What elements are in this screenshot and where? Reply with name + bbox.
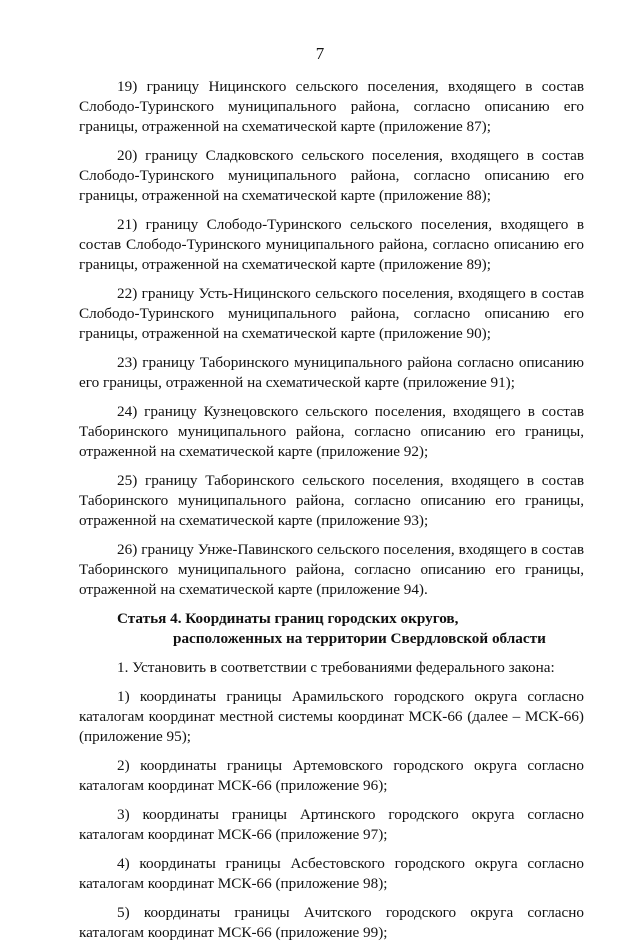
- paragraph-20: 20) границу Сладковского сельского поселения, входящего в состав Слободо-Туринского муниципального района, согласно описанию его границы, отраженной на схематической карте (приложение 88);: [79, 147, 584, 204]
- paragraph-19: 19) границу Ницинского сельского поселения, входящего в состав Слободо-Туринского муниципального района, согласно описанию его границы, отраженной на схематической карте (приложение 87);: [79, 78, 584, 135]
- article-item-5: 5) координаты границы Ачитского городского округа согласно каталогам координат МСК-66 (приложение 99);: [79, 904, 584, 941]
- paragraph-22: 22) границу Усть-Ницинского сельского поселения, входящего в состав Слободо-Туринского муниципального района, согласно описанию его границы, отраженной на схематической карте (приложение 90);: [79, 285, 584, 342]
- paragraph-21: 21) границу Слободо-Туринского сельского поселения, входящего в состав Слободо-Туринского муниципального района, согласно описанию его границы, отраженной на схематической карте (приложение 89);: [79, 216, 584, 273]
- article-heading-line-1: Статья 4. Координаты границ городских округов,: [117, 610, 459, 627]
- article-item-3: 3) координаты границы Артинского городского округа согласно каталогам координат МСК-66 (приложение 97);: [79, 806, 584, 843]
- article-item-2: 2) координаты границы Артемовского городского округа согласно каталогам координат МСК-66 (приложение 96);: [79, 757, 584, 794]
- article-item-4: 4) координаты границы Асбестовского городского округа согласно каталогам координат МСК-66 (приложение 98);: [79, 855, 584, 892]
- article-4-heading: [117, 609, 584, 649]
- paragraph-26: 26) границу Унже-Павинского сельского поселения, входящего в состав Таборинского муниципального района, согласно описанию его границы, отраженной на схематической карте (приложение 94).: [79, 541, 584, 598]
- article-item-1: 1) координаты границы Арамильского городского округа согласно каталогам координат местной системы координат МСК-66 (далее – МСК-66) (приложение 95);: [79, 688, 584, 745]
- article-clause-1: 1. Установить в соответствии с требованиями федерального закона:: [117, 659, 555, 676]
- paragraph-23: 23) границу Таборинского муниципального района согласно описанию его границы, отраженной на схематической карте (приложение 91);: [79, 354, 584, 391]
- article-heading-line-2: расположенных на территории Свердловской области: [173, 630, 546, 647]
- document-body: [79, 77, 584, 952]
- page-number: 7: [315, 44, 325, 63]
- paragraph-24: 24) границу Кузнецовского сельского поселения, входящего в состав Таборинского муниципального района, согласно описанию его границы, отраженной на схематической карте (приложение 92);: [79, 403, 584, 460]
- paragraph-25: 25) границу Таборинского сельского поселения, входящего в состав Таборинского муниципального района, согласно описанию его границы, отраженной на схематической карте (приложение 93);: [79, 472, 584, 529]
